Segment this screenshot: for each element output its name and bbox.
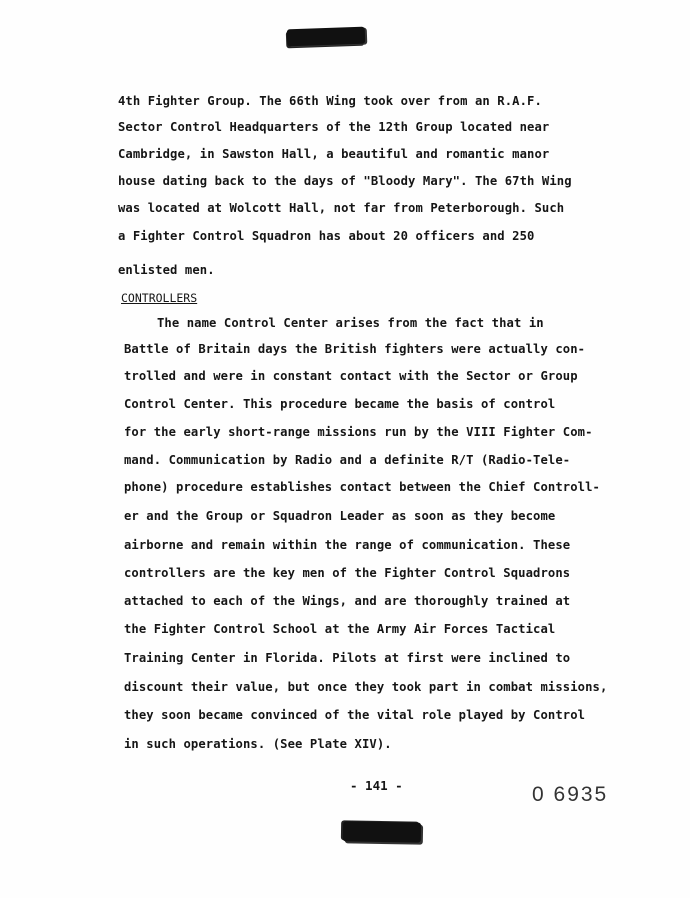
para-line-15: they soon became convinced of the vital role played by Control [124, 708, 586, 722]
para-line-2: Battle of Britain days the British fighters were actually con- [124, 342, 586, 356]
body-line-7: enlisted men. [118, 263, 215, 277]
para-line-7: phone) procedure establishes contact between the Chief Controll- [124, 480, 600, 494]
body-line-2: Sector Control Headquarters of the 12th Group located near [118, 120, 550, 134]
body-line-6: a Fighter Control Squadron has about 20 officers and 250 [118, 229, 535, 243]
para-line-6: mand. Communication by Radio and a definite R/T (Radio-Tele- [124, 453, 571, 467]
section-heading: CONTROLLERS [121, 291, 198, 305]
para-line-1: The name Control Center arises from the fact that in [157, 316, 544, 330]
classification-stamp-top [287, 27, 366, 47]
para-line-10: controllers are the key men of the Fighter Control Squadrons [124, 566, 571, 580]
para-line-8: er and the Group or Squadron Leader as soon as they become [124, 509, 556, 523]
para-line-16: in such operations. (See Plate XIV). [124, 737, 392, 751]
para-line-5: for the early short-range missions run by the VIII Fighter Com- [124, 425, 593, 439]
body-line-5: was located at Wolcott Hall, not far from Peterborough. Such [118, 201, 565, 215]
body-line-3: Cambridge, in Sawston Hall, a beautiful and romantic manor [118, 147, 550, 161]
para-line-9: airborne and remain within the range of communication. These [124, 538, 571, 552]
para-line-13: Training Center in Florida. Pilots at first were inclined to [124, 651, 571, 665]
para-line-3: trolled and were in constant contact with the Sector or Group [124, 369, 578, 383]
classification-stamp-bottom [343, 821, 421, 842]
body-line-4: house dating back to the days of "Bloody Mary". The 67th Wing [118, 174, 572, 188]
page-number: - 141 - [350, 778, 403, 793]
body-line-1: 4th Fighter Group. The 66th Wing took over from an R.A.F. [118, 94, 542, 108]
file-number: 0 6935 [532, 783, 609, 806]
para-line-12: the Fighter Control School at the Army Air Forces Tactical [124, 622, 556, 636]
para-line-4: Control Center. This procedure became the basis of control [124, 397, 556, 411]
para-line-11: attached to each of the Wings, and are thoroughly trained at [124, 594, 571, 608]
para-line-14: discount their value, but once they took part in combat missions, [124, 680, 608, 694]
